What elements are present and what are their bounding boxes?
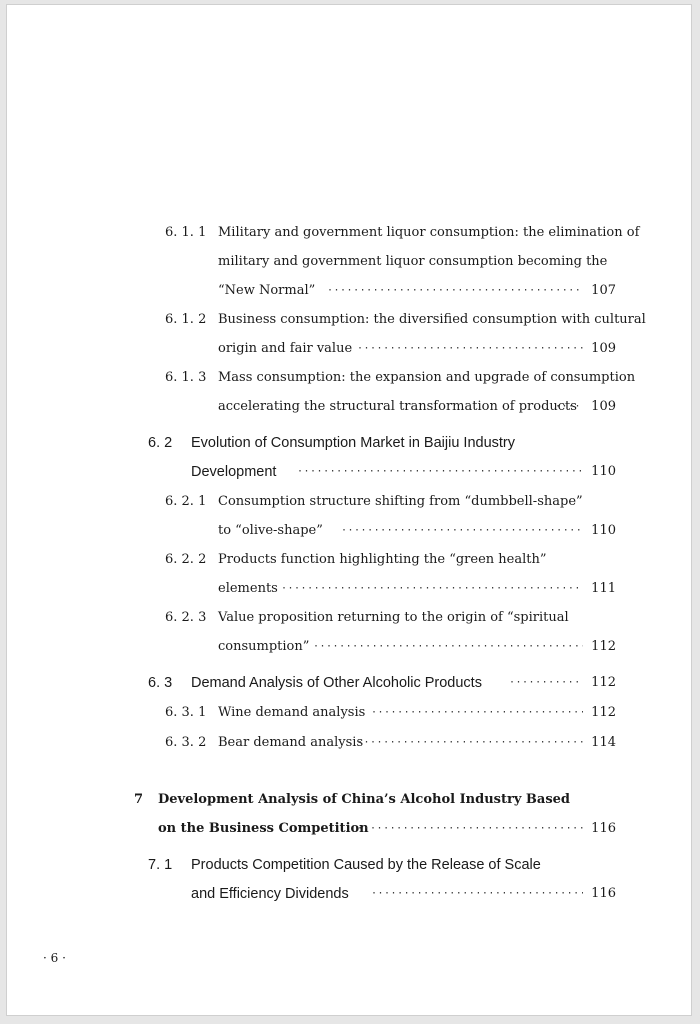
section-number: 6. 3 xyxy=(148,675,173,691)
page-number: 112 xyxy=(591,675,616,690)
entry-number: 6. 3. 1 xyxy=(165,705,207,720)
entry-title-line: Wine demand analysis xyxy=(218,705,366,720)
dot-leader xyxy=(509,674,583,692)
dot-leader xyxy=(327,282,583,300)
entry-title-line: consumption” xyxy=(218,639,310,654)
page-number: 116 xyxy=(591,821,616,836)
chapter-title-line: on the Business Competition xyxy=(158,821,369,836)
entry-title-line: Business consumption: the diversified consumption with cultural xyxy=(218,312,646,327)
dot-leader xyxy=(371,704,583,722)
dot-leader xyxy=(297,463,583,481)
entry-title-line: accelerating the structural transformation of products xyxy=(218,399,577,414)
page-number: 116 xyxy=(591,886,616,901)
entry-title-line: Value proposition returning to the origin of “spiritual xyxy=(218,610,569,625)
book-page xyxy=(6,4,692,1016)
page-number: 112 xyxy=(591,639,616,654)
entry-title-line: elements xyxy=(218,581,278,596)
dot-leader xyxy=(357,820,583,838)
dot-leader xyxy=(281,580,583,598)
page-folio: · 6 · xyxy=(43,951,66,965)
entry-title-line: Military and government liquor consumption: the elimination of xyxy=(218,225,640,240)
chapter-number: 7 xyxy=(134,792,144,807)
entry-number: 6. 3. 2 xyxy=(165,735,207,750)
section-title-line: Evolution of Consumption Market in Baijiu Industry xyxy=(191,435,515,451)
dot-leader xyxy=(357,340,583,358)
entry-number: 6. 1. 3 xyxy=(165,370,207,385)
section-title-line: Demand Analysis of Other Alcoholic Products xyxy=(191,675,482,691)
page-number: 107 xyxy=(591,283,616,298)
entry-title-line: military and government liquor consumption becoming the xyxy=(218,254,608,269)
section-number: 7. 1 xyxy=(148,857,173,873)
page-number: 112 xyxy=(591,705,616,720)
section-number: 6. 2 xyxy=(148,435,173,451)
entry-title-line: to “olive-shape” xyxy=(218,523,323,538)
page-number: 109 xyxy=(591,399,616,414)
section-title-line: Products Competition Caused by the Release of Scale xyxy=(191,857,541,873)
entry-number: 6. 1. 2 xyxy=(165,312,207,327)
page-number: 111 xyxy=(591,581,616,596)
entry-title-line: origin and fair value xyxy=(218,341,353,356)
entry-number: 6. 2. 2 xyxy=(165,552,207,567)
entry-number: 6. 2. 3 xyxy=(165,610,207,625)
section-title-line: and Efficiency Dividends xyxy=(191,886,349,902)
section-title-line: Development xyxy=(191,464,277,480)
dot-leader xyxy=(371,885,583,903)
page-number: 110 xyxy=(591,464,616,479)
page-number: 109 xyxy=(591,341,616,356)
entry-title-line: Mass consumption: the expansion and upgrade of consumption xyxy=(218,370,636,385)
page-number: 110 xyxy=(591,523,616,538)
entry-title-line: Consumption structure shifting from “dumbbell-shape” xyxy=(218,494,583,509)
entry-number: 6. 1. 1 xyxy=(165,225,207,240)
entry-number: 6. 2. 1 xyxy=(165,494,207,509)
dot-leader xyxy=(357,734,583,752)
page-number: 114 xyxy=(591,735,616,750)
dot-leader xyxy=(313,638,583,656)
entry-title-line: “New Normal” xyxy=(218,283,316,298)
dot-leader xyxy=(341,522,583,540)
entry-title-line: Bear demand analysis xyxy=(218,735,364,750)
entry-title-line: Products function highlighting the “green health” xyxy=(218,552,547,567)
chapter-title-line: Development Analysis of China’s Alcohol Industry Based xyxy=(158,792,571,807)
